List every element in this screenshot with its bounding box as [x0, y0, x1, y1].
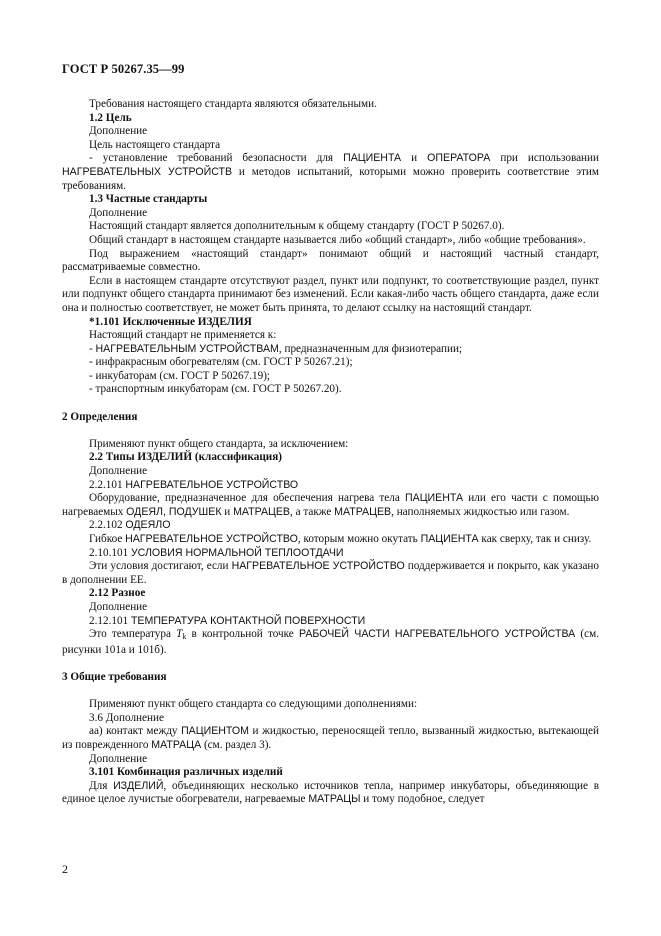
- section-title-3-101: 3.101 Комбинация различных изделий: [89, 766, 283, 779]
- list-item: - инкубаторам (см. ГОСТ Р 50267.19);: [89, 369, 271, 382]
- supplement-label: 3.6 Дополнение: [89, 711, 164, 724]
- definition-text: Оборудование, предназначенное для обеспечения нагрева тела ПАЦИЕНТА или его части с помощью нагреваемых ОДЕЯЛ, ПОДУШЕК и МАТРАЦЕВ, а также МАТРАЦЕВ, наполняемых жидкостью или газом.: [62, 492, 599, 518]
- supplement-label: Дополнение: [89, 206, 148, 219]
- list-item: - НАГРЕВАТЕЛЬНЫМ УСТРОЙСТВАМ, предназначенным для физиотерапии;: [89, 342, 463, 355]
- list-item: - транспортным инкубаторам (см. ГОСТ Р 50267.20).: [89, 383, 342, 396]
- section-title-2: 2 Определения: [62, 410, 138, 423]
- paragraph-apply-except: Применяют пункт общего стандарта, за исключением:: [89, 437, 349, 450]
- definition-text: Гибкое НАГРЕВАТЕЛЬНОЕ УСТРОЙСТВО, которым можно окутать ПАЦИЕНТА как сверху, так и снизу.: [89, 533, 592, 545]
- definition-term: 2.2.102 ОДЕЯЛО: [89, 519, 171, 532]
- paragraph-this-standard: Под выражением «настоящий стандарт» понимают общий и настоящий частный стандарт, рассматриваемые совместно.: [62, 247, 599, 274]
- paragraph-combination: Для ИЗДЕЛИЙ, объединяющих несколько источников тепла, например инкубаторы, объединяющие в единое целое лучистые обогреватели, нагреваемые МАТРАЦЫ и тому подобное, следует: [62, 779, 599, 806]
- section-title-2-12: 2.12 Разное: [89, 587, 146, 600]
- supplement-label: Дополнение: [89, 125, 148, 138]
- paragraph-not-applicable: Настоящий стандарт не применяется к:: [89, 329, 277, 342]
- paragraph-apply-with-additions: Применяют пункт общего стандарта со следующими дополнениями:: [89, 698, 418, 711]
- paragraph-mandatory: Требования настоящего стандарта являются обязательными.: [89, 98, 377, 110]
- document-body: [62, 98, 600, 807]
- paragraph-purpose-label: Цель настоящего стандарта: [89, 138, 221, 151]
- list-item: - инфракрасным обогревателям (см. ГОСТ Р 50267.21);: [89, 356, 353, 369]
- definition-text: Эти условия достигают, если НАГРЕВАТЕЛЬНОЕ УСТРОЙСТВО поддерживается и покрыто, как указано в дополнении ЕЕ.: [62, 560, 599, 586]
- section-title-2-2: 2.2 Типы ИЗДЕЛИЙ (классификация): [89, 451, 283, 464]
- section-title-1-3: 1.3 Частные стандарты: [89, 193, 208, 206]
- paragraph-supplementary-standard: Настоящий стандарт является дополнительным к общему стандарту (ГОСТ Р 50267.0).: [89, 220, 505, 233]
- section-title-1-2: 1.2 Цель: [89, 111, 132, 124]
- page-number: 2: [62, 862, 68, 876]
- definition-term: 2.2.101 НАГРЕВАТЕЛЬНОЕ УСТРОЙСТВО: [89, 478, 299, 491]
- paragraph-missing-sections: Если в настоящем стандарте отсутствуют раздел, пункт или подпункт, то соответствующие раздел, пункт или подпункт общего стандарта принимают без изменений. Если какая-либо часть общего стандарта, даже если она и полностью соответствует, не может быть принята, то делают ссылку на настоящий стандарт.: [62, 274, 599, 314]
- supplement-label: Дополнение: [89, 465, 148, 478]
- supplement-label: Дополнение: [89, 752, 148, 765]
- document-header: ГОСТ Р 50267.35—99: [62, 62, 185, 76]
- section-title-1-101: *1.101 Исключенные ИЗДЕЛИЯ: [89, 315, 252, 328]
- paragraph-contact: аа) контакт между ПАЦИЕНТОМ и жидкостью, переносящей тепло, вызванный жидкостью, вытекающей из поврежденного МАТРАЦА (см. раздел 3).: [62, 725, 599, 751]
- definition-term: 2.12.101 ТЕМПЕРАТУРА КОНТАКТНОЙ ПОВЕРХНОСТИ: [89, 614, 366, 627]
- paragraph-general-standard: Общий стандарт в настоящем стандарте называется либо «общий стандарт», либо «общие требования».: [89, 233, 586, 246]
- section-title-3: 3 Общие требования: [62, 670, 167, 683]
- definition-term: 2.10.101 УСЛОВИЯ НОРМАЛЬНОЙ ТЕПЛООТДАЧИ: [89, 546, 344, 559]
- definition-text: Это температура $T_k$ в контрольной точке РАБОЧЕЙ ЧАСТИ НАГРЕВАТЕЛЬНОГО УСТРОЙСТВА (см. рисунки 101а и 101б).: [62, 628, 599, 656]
- supplement-label: Дополнение: [89, 600, 148, 613]
- paragraph-purpose: - установление требований безопасности для ПАЦИЕНТА и ОПЕРАТОРА при использовании НАГРЕВАТЕЛЬНЫХ УСТРОЙСТВ и методов испытаний, которыми можно проверить соответствие этим требованиям.: [62, 152, 600, 192]
